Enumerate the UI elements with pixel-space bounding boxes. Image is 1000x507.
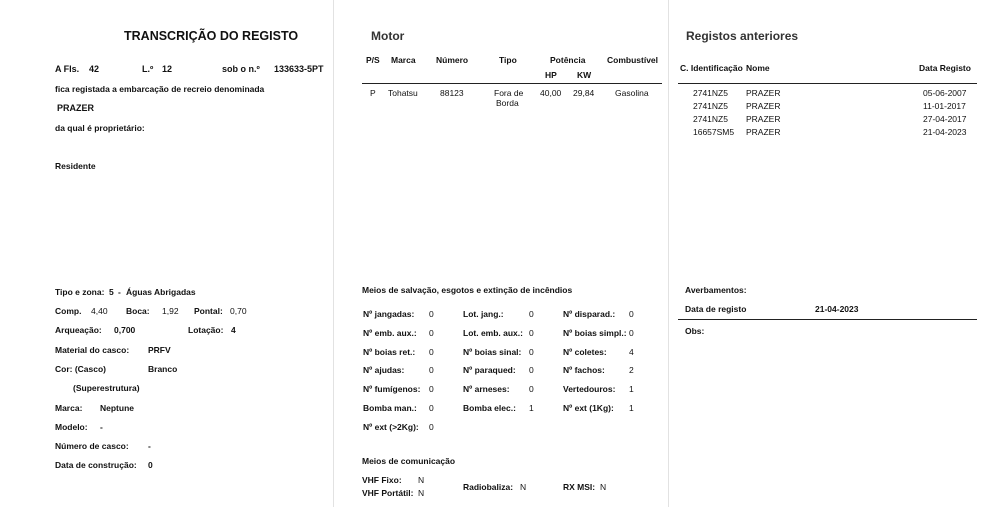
motor-header-hp: HP <box>545 70 557 80</box>
radiobaliza-label: Radiobaliza: <box>463 482 514 492</box>
livro-label: L.º <box>142 64 154 74</box>
registo-nome: PRAZER <box>746 101 781 111</box>
vhf-portatil-label: VHF Portátil: <box>362 488 414 498</box>
comunicacao-title: Meios de comunicação <box>362 456 456 466</box>
meios-col2-label: Nº arneses: <box>463 384 510 394</box>
motor-header-kw: KW <box>577 70 592 80</box>
meios-col3-value: 0 <box>629 328 634 338</box>
meios-col1-value: 0 <box>429 384 434 394</box>
registo-nome: PRAZER <box>746 127 781 137</box>
averbamentos-label: Averbamentos: <box>685 285 747 295</box>
column-divider-left <box>333 0 334 507</box>
comp-value: 4,40 <box>91 306 108 316</box>
meios-col3-label: Nº coletes: <box>563 347 607 357</box>
meios-col2-label: Nº paraqued: <box>463 365 516 375</box>
numero-casco-label: Número de casco: <box>55 441 129 451</box>
meios-col2-label: Nº boias sinal: <box>463 347 522 357</box>
meios-col2-value: 0 <box>529 328 534 338</box>
column-divider-right <box>668 0 669 507</box>
motor-header-marca: Marca <box>391 55 416 65</box>
meios-col1-label: Nº ajudas: <box>363 365 405 375</box>
motor-row-tipo-2: Borda <box>496 98 519 108</box>
material-label: Material do casco: <box>55 345 130 355</box>
registos-title: Registos anteriores <box>686 29 799 43</box>
registo-data: 21-04-2023 <box>923 127 967 137</box>
sob-value: 133633-5PT <box>274 64 324 74</box>
lotacao-label: Lotação: <box>188 325 224 335</box>
motor-row-tipo-1: Fora de <box>494 88 524 98</box>
cor-label: Cor: (Casco) <box>55 364 107 374</box>
meios-col1-value: 0 <box>429 422 434 432</box>
registo-id: 2741NZ5 <box>693 101 728 111</box>
registo-data: 27-04-2017 <box>923 114 967 124</box>
motor-header-tipo: Tipo <box>499 55 517 65</box>
motor-row-hp: 40,00 <box>540 88 562 98</box>
registo-nome: PRAZER <box>746 114 781 124</box>
motor-header-numero: Número <box>436 55 469 65</box>
numero-casco-value: - <box>148 441 151 451</box>
meios-col2-value: 0 <box>529 384 534 394</box>
meios-col3-label: Nº disparad.: <box>563 309 616 319</box>
sob-label: sob o n.º <box>222 64 260 74</box>
boca-value: 1,92 <box>162 306 179 316</box>
meios-col1-label: Nº emb. aux.: <box>363 328 417 338</box>
vhf-fixo-label: VHF Fixo: <box>362 475 402 485</box>
marca-label: Marca: <box>55 403 83 413</box>
tipo-zona-label: Tipo e zona: <box>55 287 105 297</box>
motor-row-ps: P <box>370 88 376 98</box>
meios-col3-label: Nº boias simpl.: <box>563 328 627 338</box>
arqueacao-label: Arqueação: <box>55 325 102 335</box>
rx-msi-label: RX MSI: <box>563 482 596 492</box>
data-construcao-label: Data de construção: <box>55 460 137 470</box>
meios-col3-label: Nº fachos: <box>563 365 605 375</box>
modelo-value: - <box>100 422 103 432</box>
meios-title: Meios de salvação, esgotos e extinção de incêndios <box>362 285 573 295</box>
motor-header-combustivel: Combustível <box>607 55 659 65</box>
registos-header-nome: Nome <box>746 63 770 73</box>
modelo-label: Modelo: <box>55 422 88 432</box>
rx-msi-value: N <box>600 482 607 492</box>
meios-col1-value: 0 <box>429 347 434 357</box>
data-construcao-value: 0 <box>148 460 153 470</box>
registos-header-rule <box>678 83 977 84</box>
meios-col3-value: 4 <box>629 347 634 357</box>
data-registo-label: Data de registo <box>685 304 747 314</box>
obs-label: Obs: <box>685 326 705 336</box>
motor-row-marca: Tohatsu <box>388 88 418 98</box>
meios-col3-value: 1 <box>629 403 634 413</box>
cor-value: Branco <box>148 364 178 374</box>
meios-col2-value: 1 <box>529 403 534 413</box>
registo-id: 16657SM5 <box>693 127 735 137</box>
marca-value: Neptune <box>100 403 134 413</box>
resident-label: Residente <box>55 161 96 171</box>
meios-col1-value: 0 <box>429 403 434 413</box>
meios-col3-label: Vertedouros: <box>563 384 616 394</box>
tipo-zona-value: 5 <box>109 287 114 297</box>
motor-row-numero: 88123 <box>440 88 464 98</box>
motor-header-potencia: Potência <box>550 55 586 65</box>
vhf-fixo-value: N <box>418 475 425 485</box>
meios-col2-label: Lot. emb. aux.: <box>463 328 523 338</box>
registo-id: 2741NZ5 <box>693 88 728 98</box>
meios-col2-value: 0 <box>529 365 534 375</box>
motor-row-kw: 29,84 <box>573 88 595 98</box>
registo-data: 11-01-2017 <box>923 101 966 111</box>
registration-sentence: fica registada a embarcação de recreio denominada <box>55 84 265 94</box>
material-value: PRFV <box>148 345 171 355</box>
meios-col3-value: 0 <box>629 309 634 319</box>
pontal-label: Pontal: <box>194 306 223 316</box>
superestrutura-label: (Superestrutura) <box>73 383 140 393</box>
vhf-portatil-value: N <box>418 488 425 498</box>
boat-name: PRAZER <box>57 103 95 113</box>
data-registo-value: 21-04-2023 <box>815 304 859 314</box>
tipo-zona-name: Águas Abrigadas <box>126 287 196 297</box>
boca-label: Boca: <box>126 306 150 316</box>
meios-col1-value: 0 <box>429 365 434 375</box>
meios-col1-label: Nº jangadas: <box>363 309 415 319</box>
meios-col3-label: Nº ext (1Kg): <box>563 403 614 413</box>
motor-header-rule <box>362 83 662 84</box>
registos-header-data: Data Registo <box>919 63 971 73</box>
registo-data: 05-06-2007 <box>923 88 967 98</box>
meios-col2-label: Bomba elec.: <box>463 403 516 413</box>
page-title: TRANSCRIÇÃO DO REGISTO <box>124 29 299 43</box>
afls-value: 42 <box>89 64 100 74</box>
lotacao-value: 4 <box>231 325 236 335</box>
meios-col3-value: 1 <box>629 384 634 394</box>
afls-label: A Fls. <box>55 64 80 74</box>
meios-col1-value: 0 <box>429 309 434 319</box>
registo-nome: PRAZER <box>746 88 781 98</box>
averbamentos-rule <box>678 319 977 320</box>
registos-header-id: C. Identificação <box>680 63 743 73</box>
meios-col2-value: 0 <box>529 347 534 357</box>
registo-id: 2741NZ5 <box>693 114 728 124</box>
meios-col1-label: Nº boias ret.: <box>363 347 416 357</box>
pontal-value: 0,70 <box>230 306 247 316</box>
meios-col1-label: Bomba man.: <box>363 403 417 413</box>
arqueacao-value: 0,700 <box>114 325 136 335</box>
tipo-zona-separator: - <box>118 287 121 297</box>
comp-label: Comp. <box>55 306 82 316</box>
meios-col1-label: Nº fumígenos: <box>363 384 421 394</box>
motor-title: Motor <box>371 29 405 43</box>
meios-col1-value: 0 <box>429 328 434 338</box>
livro-value: 12 <box>162 64 173 74</box>
motor-row-combustivel: Gasolina <box>615 88 649 98</box>
meios-col2-value: 0 <box>529 309 534 319</box>
radiobaliza-value: N <box>520 482 527 492</box>
motor-header-ps: P/S <box>366 55 380 65</box>
meios-col3-value: 2 <box>629 365 634 375</box>
meios-col1-label: Nº ext (>2Kg): <box>363 422 419 432</box>
owner-label: da qual é proprietário: <box>55 123 145 133</box>
meios-col2-label: Lot. jang.: <box>463 309 504 319</box>
